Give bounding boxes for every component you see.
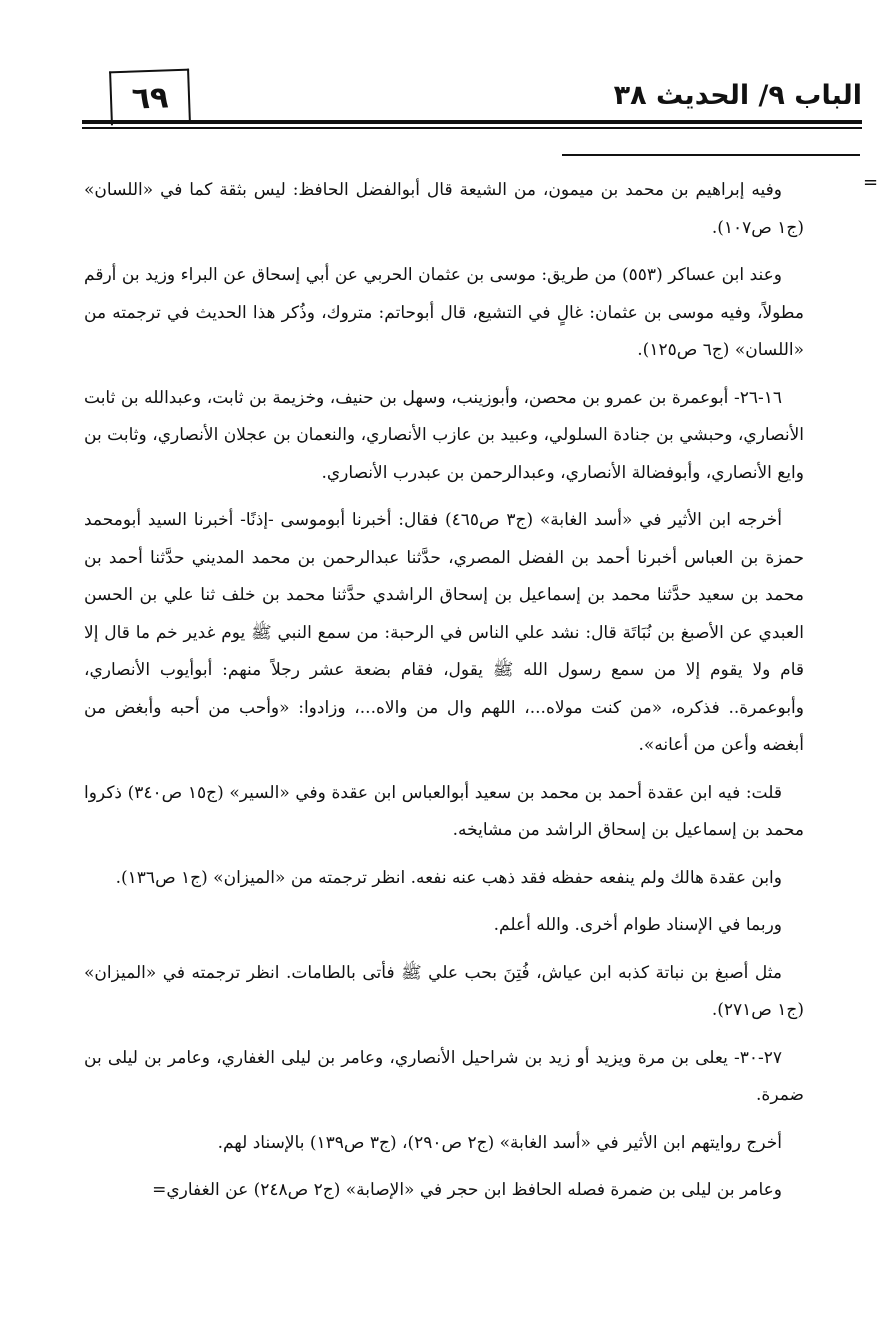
paragraph: أخرجه ابن الأثير في «أسد الغابة» (ج٣ ص٤٦٥) فقال: أخبرنا أبوموسى -إذنًا- أخبرنا السيد أبومحمد حمزة بن العباس أخبرنا أحمد بن الفضل المصري، حدَّثنا عبدالرحمن بن محمد المديني حدَّثنا أحمد بن محمد بن سعيد حدَّثنا محمد بن إسماعيل بن إسحاق الراشدي حدَّثنا محمد بن خلف ثنا علي بن الحسن العبدي عن الأصبغ بن نُبَاتَة قال: نشد علي الناس في الرحبة: من سمع النبي ﷺ يوم غدير خم ما قال إلا قام ولا يقوم إلا من سمع رسول الله ﷺ يقول، فقام بضعة عشر رجلاً منهم: أبوأيوب الأنصاري، وأبوعمرة.. فذكره، «من كنت مولاه...، اللهم وال من والاه...، وزادوا: «وأحب من أحبه وأبغض من أبغضه وأعن من أعانه». [84, 510, 804, 755]
paragraph: وعند ابن عساكر (٥٥٣) من طريق: موسى بن عثمان الحربي عن أبي إسحاق عن البراء وزيد بن أرقم مطولاً، وفيه موسى بن عثمان: غالٍ في التشيع، قال أبوحاتم: متروك، وذُكر هذا الحديث في ترجمته من «اللسان» (ج٦ ص١٢٥). [84, 265, 804, 360]
paragraph: مثل أصبغ بن نباتة كذبه ابن عياش، فُتِنَ بحب علي ﷺ فأتى بالطامات. انظر ترجمته في «الميزان» (ج١ ص٢٧١). [84, 962, 804, 1020]
chapter-hadith-title: الباب ٩/ الحديث ٣٨ [613, 80, 862, 111]
paragraph: قلت: فيه ابن عقدة أحمد بن محمد بن سعيد أبوالعباس ابن عقدة وفي «السير» (ج١٥ ص٣٤٠) ذكروا محمد بن إسماعيل بن إسحاق الراشد من مشايخه. [84, 782, 804, 840]
paragraph: ١٦-٢٦- أبوعمرة بن عمرو بن محصن، وأبوزينب، وسهل بن حنيف، وخزيمة بن ثابت، وعبدالله بن ثابت الأنصاري، وحبشي بن جنادة السلولي، وعبيد بن عازب الأنصاري، والنعمان بن عجلان الأنصاري، وثابت بن وايع الأنصاري، وأبوفضالة الأنصاري، وعبدالرحمن بن عبدرب الأنصاري. [84, 387, 804, 483]
footnote-text [84, 172, 804, 1220]
paragraph: وابن عقدة هالك ولم ينفعه حفظه فقد ذهب عنه نفعه. انظر ترجمته من «الميزان» (ج١ ص١٣٦). [115, 867, 782, 888]
paragraph: وعامر بن ليلى بن ضمرة فصله الحافظ ابن حجر في «الإصابة» (ج٢ ص٢٤٨) عن الغفاري= [152, 1180, 782, 1200]
paragraph: ٢٧-٣٠- يعلى بن مرة ويزيد أو زيد بن شراحيل الأنصاري، وعامر بن ليلى الغفاري، وعامر بن ليلى بن ضمرة. [84, 1047, 804, 1105]
header-rule-thick [82, 120, 862, 124]
paragraph: وفيه إبراهيم بن محمد بن ميمون، من الشيعة قال أبوالفضل الحافظ: ليس بثقة كما في «اللسان» (ج١ ص١٠٧). [84, 180, 804, 238]
footnote-separator [562, 154, 860, 156]
page-number: ٦٩ [131, 79, 169, 117]
header-rule-thin [82, 127, 862, 129]
paragraph: وربما في الإسناد طوام أخرى. والله أعلم. [493, 915, 782, 935]
continuation-mark: = [863, 172, 879, 193]
page-number-box [109, 69, 191, 126]
paragraph: أخرج روايتهم ابن الأثير في «أسد الغابة» (ج٢ ص٢٩٠)، (ج٣ ص١٣٩) بالإسناد لهم. [217, 1132, 782, 1153]
page-header [82, 62, 862, 132]
